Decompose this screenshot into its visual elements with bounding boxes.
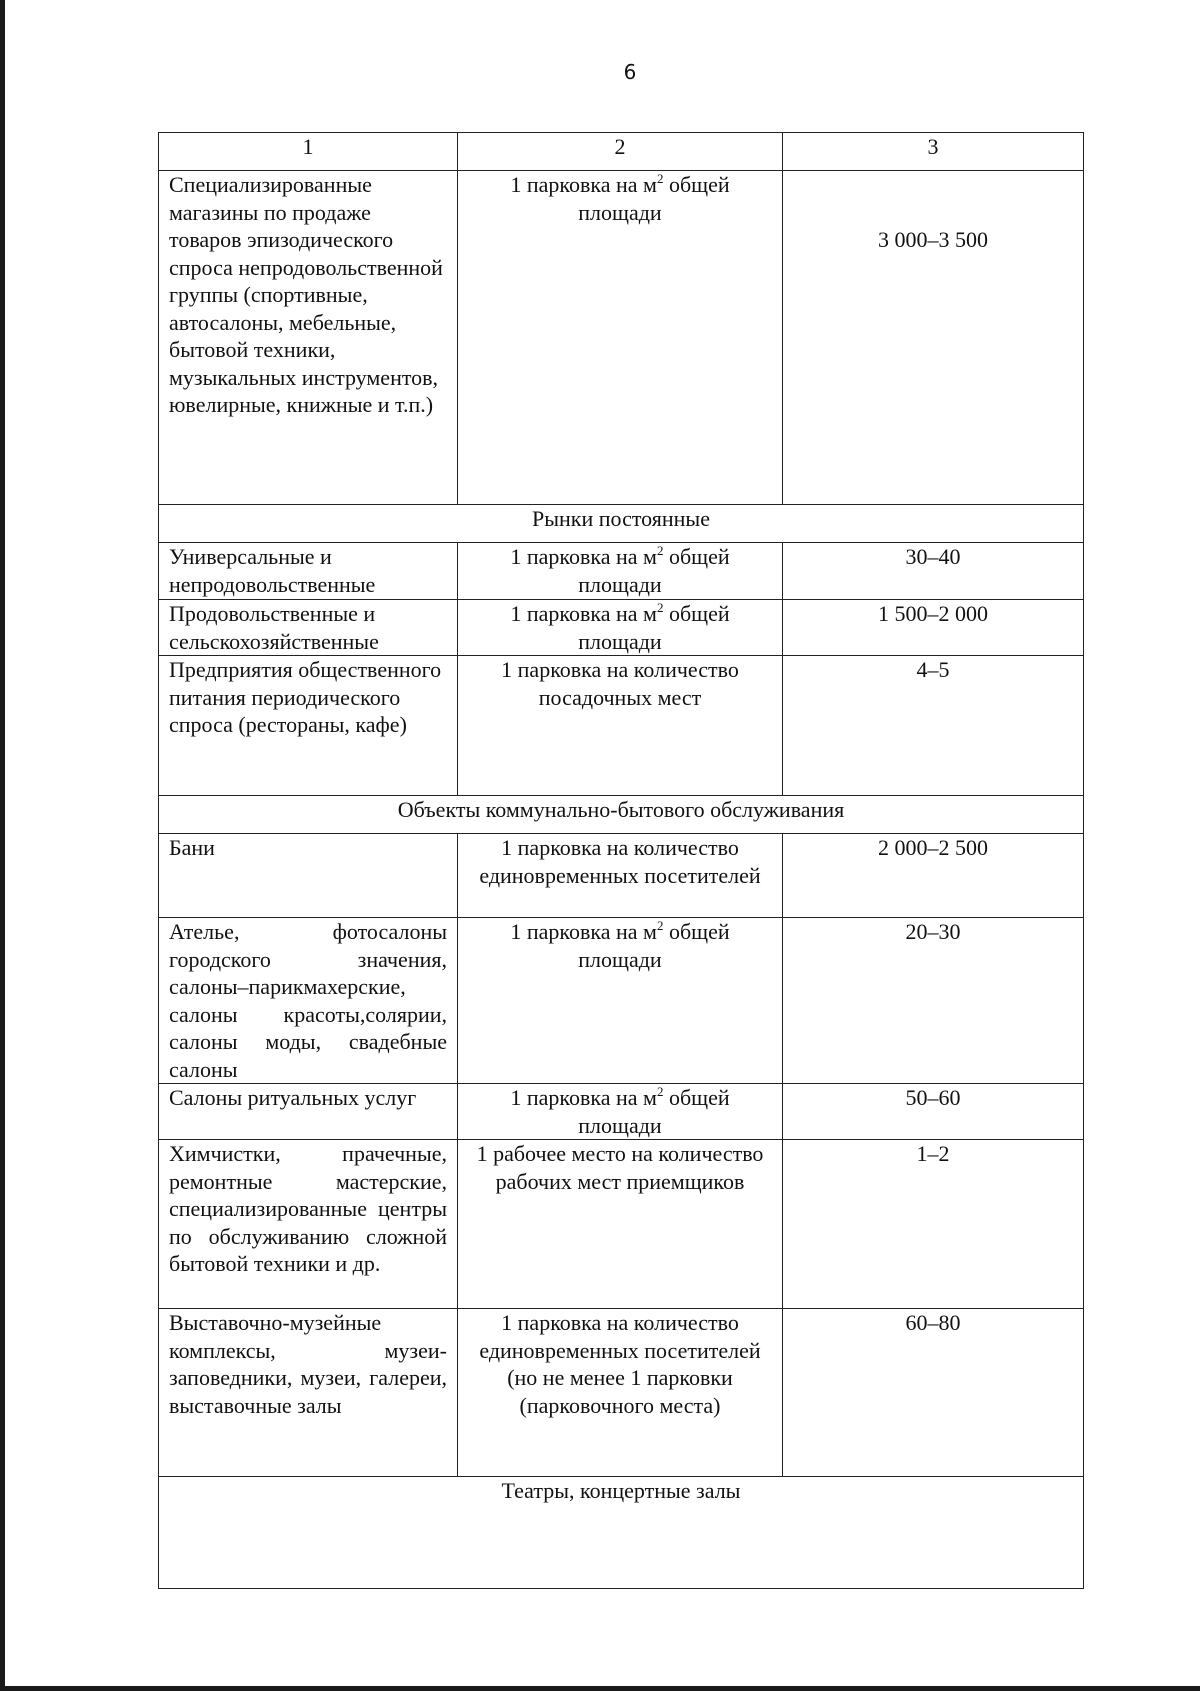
table-row [159, 918, 1084, 1084]
section-title: Объекты коммунально-бытового обслуживания [159, 796, 1084, 834]
parking-value: 50–60 [783, 1084, 1084, 1140]
object-name: Салоны ритуальных услуг [159, 1084, 458, 1140]
column-header-1: 1 [159, 133, 458, 171]
parking-value: 1–2 [783, 1140, 1084, 1309]
section-row [159, 1477, 1084, 1589]
norm-text-end: общей площади [578, 919, 730, 972]
table-row [159, 1084, 1084, 1140]
parking-norm [458, 600, 783, 656]
parking-value: 20–30 [783, 918, 1084, 1084]
table-row [159, 1309, 1084, 1477]
column-header-2: 2 [458, 133, 783, 171]
object-name: Универсальные и непродовольственные [159, 543, 458, 600]
parking-norm: 1 парковка на количество посадочных мест [458, 656, 783, 796]
section-row [159, 796, 1084, 834]
parking-norm [458, 171, 783, 505]
table-row [159, 834, 1084, 918]
table-row [159, 1140, 1084, 1309]
object-name: Специализированные магазины по продаже товаров эпизодического спроса непродовольственной группы (спортивные, автосалоны, мебельные, бытовой техники, музыкальных инструментов, ювелирные, книжные и т.п.) [159, 171, 458, 505]
norm-text-end: общей площади [578, 601, 730, 654]
section-title: Рынки постоянные [159, 505, 1084, 543]
parking-value: 1 500–2 000 [783, 600, 1084, 656]
norm-text: 1 парковка на м [510, 919, 657, 944]
table-header-row [159, 133, 1084, 171]
parking-norm [458, 543, 783, 600]
table-row [159, 543, 1084, 600]
parking-norm: 1 рабочее место на количество рабочих мест приемщиков [458, 1140, 783, 1309]
parking-norm: 1 парковка на количество единовременных посетителей (но не менее 1 парковки (парковочного места) [458, 1309, 783, 1477]
section-row [159, 505, 1084, 543]
norm-text-end: общей площади [578, 172, 730, 225]
parking-norms-table [158, 132, 1084, 1589]
section-title: Театры, концертные залы [159, 1477, 1084, 1589]
object-name: Продовольственные и сельскохозяйственные [159, 600, 458, 656]
parking-norm [458, 918, 783, 1084]
parking-value: 4–5 [783, 656, 1084, 796]
norm-superscript: 2 [656, 599, 664, 615]
parking-value: 3 000–3 500 [783, 171, 1084, 505]
table-row [159, 600, 1084, 656]
object-name: Предприятия общественного питания периодического спроса (рестораны, кафе) [159, 656, 458, 796]
norm-superscript: 2 [656, 917, 664, 933]
norm-text: 1 парковка на м [510, 601, 657, 626]
table-row [159, 171, 1084, 505]
page-number: 6 [623, 60, 637, 84]
norm-text-end: общей площади [578, 544, 730, 597]
parking-norm: 1 парковка на количество единовременных посетителей [458, 834, 783, 918]
norm-text-end: общей площади [578, 1085, 730, 1138]
norm-superscript: 2 [656, 1083, 664, 1099]
object-name: Бани [159, 834, 458, 918]
column-header-3: 3 [783, 133, 1084, 171]
parking-norm [458, 1084, 783, 1140]
norm-text: 1 парковка на м [510, 1085, 657, 1110]
object-name: Ателье, фотосалоны городского значения, салоны–парикмахерские, салоны красоты,солярии, салоны моды, свадебные салоны [159, 918, 458, 1084]
parking-value: 2 000–2 500 [783, 834, 1084, 918]
norm-superscript: 2 [656, 170, 664, 186]
norm-text: 1 парковка на м [510, 172, 657, 197]
object-name: Выставочно-музейные комплексы, музеи-заповедники, музеи, галереи, выставочные залы [159, 1309, 458, 1477]
table-row [159, 656, 1084, 796]
scan-edge-left [0, 0, 5, 1691]
norm-text: 1 парковка на м [510, 544, 657, 569]
scan-edge-bottom [0, 1686, 1200, 1691]
object-name: Химчистки, прачечные, ремонтные мастерские, специализированные центры по обслуживанию сложной бытовой техники и др. [159, 1140, 458, 1309]
norm-superscript: 2 [656, 542, 664, 558]
parking-value: 30–40 [783, 543, 1084, 600]
parking-value: 60–80 [783, 1309, 1084, 1477]
